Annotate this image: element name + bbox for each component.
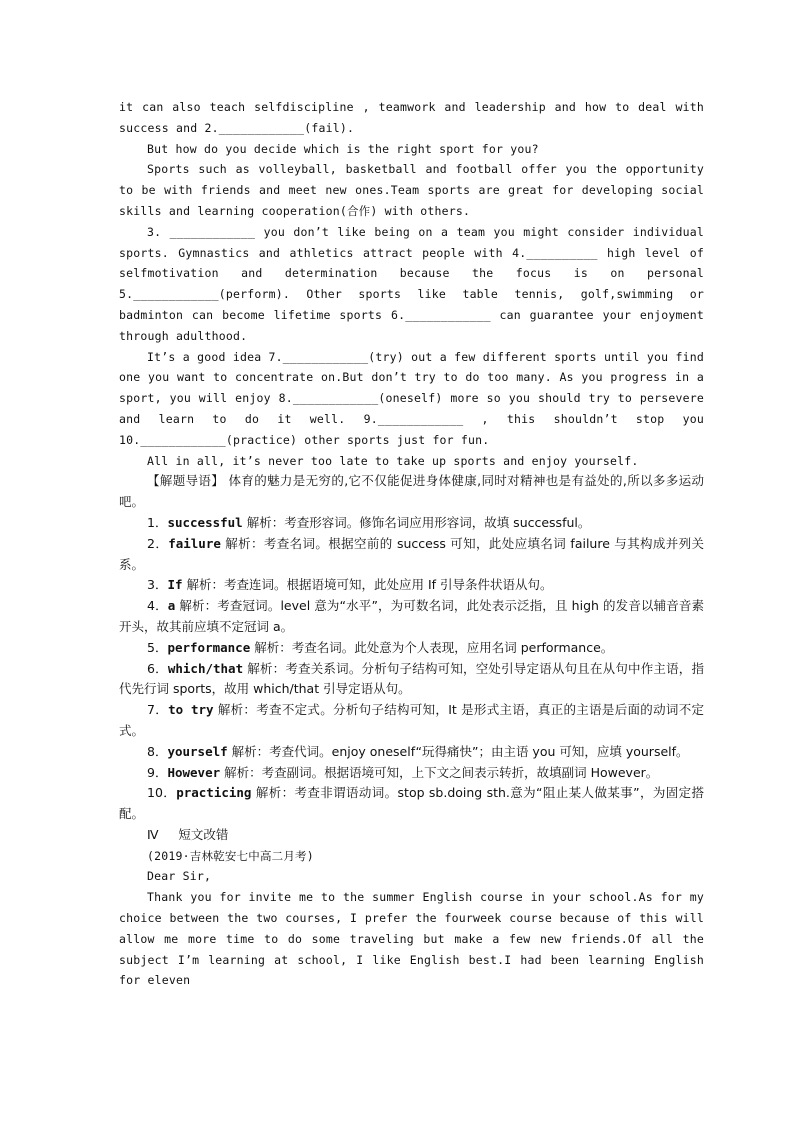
- answer-key: If: [167, 577, 183, 593]
- answer-key: performance: [167, 639, 251, 655]
- answer-item: [119, 763, 704, 784]
- answer-item: [119, 534, 704, 576]
- answer-explanation: 解析：考查关系词。分析句子结构可知，空处引导定语从句且在从句中作主语，指代先行词 sports，故用 which/that 引导定语从句。: [119, 660, 704, 697]
- answer-key: which/that: [167, 660, 244, 676]
- passage-paragraph-5: It’s a good idea 7.____________(try) out a few different sports until you find one you want to concentrate on.But don’t try to do too many. As you progress in a sport, you will enjoy 8.____________(oneself) more so you should try to persevere and learn to do it well. 9.____________ , this shouldn’t stop you 10.____________(practice) other sports just for fun.: [119, 349, 704, 447]
- answer-explanation: 解析：考查名词。根据空前的 success 可知，此处应填名词 failure 与其构成并列关系。: [119, 535, 704, 572]
- answer-explanation: 解析：考查名词。此处意为个人表现，应用名词 performance。: [254, 639, 614, 655]
- answer-item: [119, 700, 704, 742]
- answer-number: 2．: [147, 535, 169, 551]
- passage-paragraph-2: But how do you decide which is the right sport for you?: [147, 141, 539, 156]
- answer-item: [119, 638, 704, 659]
- answer-key: successful: [167, 514, 243, 530]
- answer-key: However: [167, 764, 221, 780]
- passage-paragraph-3: Sports such as volleyball, basketball and football offer you the opportunity to be with friends and meet new ones.Team sports are great for developing social skills and learning cooperation(合作) with others.: [119, 162, 704, 218]
- answer-number: 4．: [147, 598, 168, 614]
- answer-explanation: 解析：考查非谓语动词。stop sb.doing sth.意为“阻止某人做某事”，为固定搭配。: [119, 785, 704, 822]
- guide-label: 【解题导语】: [147, 473, 225, 489]
- letter-salutation: Dear Sir,: [147, 869, 212, 884]
- answer-number: 6．: [147, 660, 168, 676]
- answer-item: [119, 596, 704, 638]
- answer-number: 10．: [147, 785, 177, 801]
- passage-paragraph-1: it can also teach selfdiscipline , teamwork and leadership and how to deal with success and 2.____________(fail).: [119, 100, 704, 135]
- answer-item: [119, 575, 704, 596]
- answer-item: [119, 513, 704, 534]
- document-page: [119, 97, 704, 991]
- answer-list: [119, 513, 704, 825]
- answer-number: 3．: [147, 577, 168, 593]
- answer-number: 1．: [147, 514, 168, 530]
- section-number: Ⅳ: [147, 826, 159, 842]
- answer-explanation: 解析：考查形容词。修饰名词应用形容词，故填 successful。: [246, 514, 591, 530]
- answer-explanation: 解析：考查冠词。level 意为“水平”，为可数名词，此处表示泛指，且 high 的发音以辅音音素开头，故其前应填不定冠词 a。: [119, 598, 704, 634]
- answer-number: 7．: [147, 702, 169, 718]
- answer-item: [119, 742, 704, 763]
- answer-item: [119, 659, 704, 701]
- answer-key: practicing: [176, 785, 252, 801]
- answer-key: failure: [168, 535, 221, 551]
- answer-number: 5．: [147, 639, 168, 655]
- letter-body: Thank you for invite me to the summer English course in your school.As for my choice between the two courses, I prefer the fourweek course because of this will allow me more time to do some traveling but make a few new friends.Of all the subject I’m learning at school, I like English best.I had been learning English for eleven: [119, 890, 704, 988]
- passage-paragraph-6: All in all, it’s never too late to take up sports and enjoy yourself.: [147, 453, 639, 468]
- answer-explanation: 解析：考查副词。根据语境可知，上下文之间表示转折，故填副词 However。: [224, 764, 659, 780]
- answer-key: to try: [168, 702, 214, 718]
- answer-number: 9．: [147, 764, 168, 780]
- answer-key: yourself: [167, 743, 228, 759]
- answer-explanation: 解析：考查连词。根据语境可知，此处应用 If 引导条件状语从句。: [186, 577, 553, 593]
- section-source: (2019·吉林乾安七中高二月考): [147, 848, 314, 863]
- section-heading: [119, 825, 704, 846]
- guide-text: 体育的魅力是无穷的,它不仅能促进身体健康,同时对精神也是有益处的,所以多多运动吧。: [119, 473, 704, 510]
- passage-paragraph-4: 3. ____________ you don’t like being on a team you might consider individual sports. Gymnastics and athletics attract people with 4.__________ high level of selfmotivation and determination because the focus is on personal 5.____________(perform). Other sports like table tennis, golf,swimming or badminton can become lifetime sports 6.____________ can guarantee your enjoyment through adulthood.: [119, 224, 704, 343]
- guide-paragraph: [119, 471, 704, 513]
- section-title: 短文改错: [178, 826, 229, 842]
- answer-explanation: 解析：考查代词。enjoy oneself“玩得痛快”；由主语 you 可知，应填 yourself。: [231, 743, 689, 759]
- answer-explanation: 解析：考查不定式。分析句子结构可知，It 是形式主语，真正的主语是后面的动词不定式。: [119, 702, 705, 738]
- answer-number: 8．: [147, 743, 168, 759]
- answer-key: a: [167, 598, 176, 614]
- answer-item: [119, 783, 704, 825]
